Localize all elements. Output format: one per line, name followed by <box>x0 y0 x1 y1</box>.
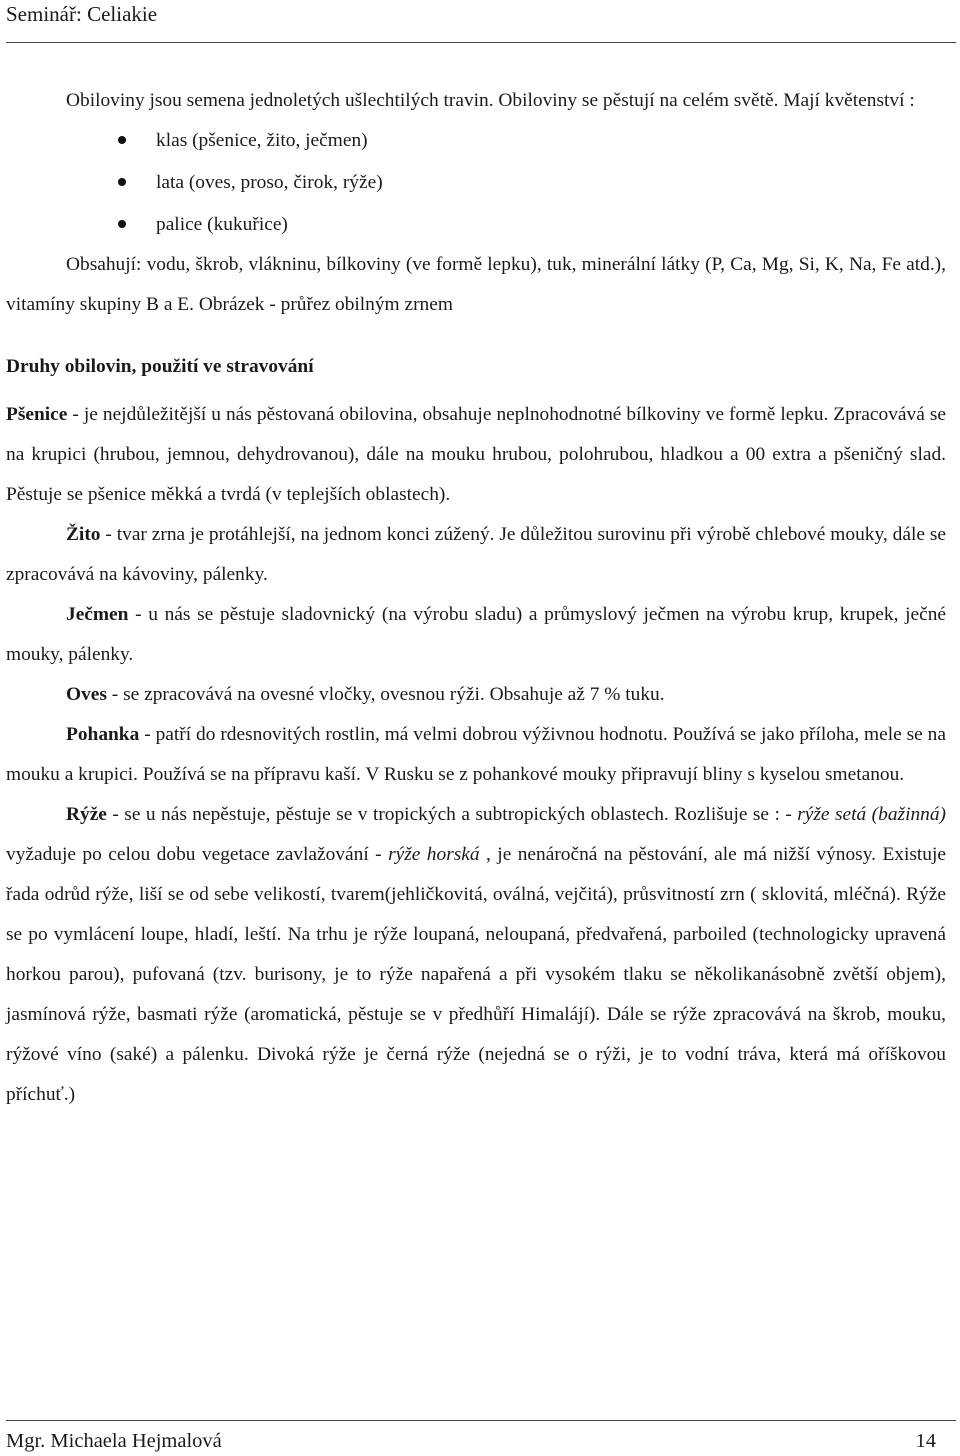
term-pohanka: Pohanka <box>66 724 140 745</box>
footer-author: Mgr. Michaela Hejmalová <box>6 1430 222 1452</box>
paragraph-psenice <box>6 395 946 515</box>
intro-paragraph: Obiloviny jsou semena jednoletých ušlechtilých travin. Obiloviny se pěstují na celém světě. Mají květenství : <box>66 90 915 111</box>
bullet-icon <box>118 178 126 186</box>
paragraph-jecmen <box>6 595 946 675</box>
header-divider <box>6 42 956 43</box>
bullet-icon <box>118 220 126 228</box>
term-psenice: Pšenice <box>6 404 68 425</box>
list-item-text: klas (pšenice, žito, ječmen) <box>156 130 368 151</box>
paragraph-pohanka <box>6 715 946 795</box>
text-ryze-b: vyžaduje po celou dobu vegetace zavlažování - <box>6 844 389 865</box>
paragraph-oves <box>6 675 946 715</box>
document-body <box>6 81 946 1115</box>
text-ryze-c: , je nenáročná na pěstování, ale má nižší výnosy. Existuje řada odrůd rýže, liší se od sebe velikostí, tvarem(jehličkovitá, oválná, vejčitá), průsvitností zrn ( sklovitá, mléčná). Rýže se po vymlácení loupe, hladí, leští. Na trhu je rýže loupaná, neloupaná, předvařená, parboiled (technologicky upravená horkou parou), pufovaná (tzv. burisony, je to rýže napařená a při vysokém tlaku se několikanásobně zvětší objem), jasmínová rýže, basmati rýže (aromatická, pěstuje se v předhůří Himalájí). Dále se rýže zpracovává na škrob, mouku, rýžové víno (saké) a pálenku. Divoká rýže je černá rýže (nejedná se o rýži, je to vodní tráva, která má oříškovou příchuť.) <box>6 844 946 1105</box>
text-pohanka: - patří do rdesnovitých rostlin, má velmi dobrou výživnou hodnotu. Používá se jako příloha, mele se na mouku a krupici. Používá se na přípravu kaší. V Rusku se z pohankové mouky připravují bliny s kyselou smetanou. <box>6 724 946 785</box>
text-psenice: - je nejdůležitější u nás pěstovaná obilovina, obsahuje neplnohodnotné bílkoviny ve formě lepku. Zpracovává se na krupici (hrubou, jemnou, dehydrovanou), dále na mouku hrubou, polohrubou, hladkou a 00 extra a pšeničný slad. Pěstuje se pšenice měkká a tvrdá (v teplejších oblastech). <box>6 404 946 505</box>
italic-ryze-horska: rýže horská <box>388 844 480 865</box>
paragraph-zito <box>6 515 946 595</box>
list-item <box>6 205 946 247</box>
section-heading: Druhy obilovin, použití ve stravování <box>6 356 314 377</box>
term-jecmen: Ječmen <box>66 604 129 625</box>
term-oves: Oves <box>66 684 107 705</box>
text-ryze-a: - se u nás nepěstuje, pěstuje se v tropických a subtropických oblastech. Rozlišuje se : - <box>106 804 798 825</box>
list-item <box>6 121 946 163</box>
term-zito: Žito <box>66 524 101 545</box>
footer-divider <box>6 1420 956 1421</box>
list-item-text: palice (kukuřice) <box>156 214 288 235</box>
page-footer <box>6 1426 936 1456</box>
list-item <box>6 163 946 205</box>
header-title: Seminář: Celiakie <box>6 2 158 26</box>
page-header <box>6 0 956 28</box>
inflorescence-list <box>6 121 946 247</box>
contents-paragraph: Obsahují: vodu, škrob, vlákninu, bílkoviny (ve formě lepku), tuk, minerální látky (P, Ca, Mg, Si, K, Na, Fe atd.), vitamíny skupiny B a E. Obrázek - průřez obilným zrnem <box>6 254 946 315</box>
text-jecmen: - u nás se pěstuje sladovnický (na výrobu sladu) a průmyslový ječmen na výrobu krup, krupek, ječné mouky, pálenky. <box>6 604 946 665</box>
italic-ryze-seta: rýže setá (bažinná) <box>797 804 946 825</box>
text-zito: - tvar zrna je protáhlejší, na jednom konci zúžený. Je důležitou surovinu při výrobě chlebové mouky, dále se zpracovává na kávoviny, pálenky. <box>6 524 946 585</box>
text-oves: - se zpracovává na ovesné vločky, ovesnou rýži. Obsahuje až 7 % tuku. <box>106 684 665 705</box>
term-ryze: Rýže <box>66 804 107 825</box>
paragraph-ryze <box>6 795 946 1115</box>
bullet-icon <box>118 136 126 144</box>
list-item-text: lata (oves, proso, čirok, rýže) <box>156 172 383 193</box>
page-number: 14 <box>915 1430 936 1452</box>
